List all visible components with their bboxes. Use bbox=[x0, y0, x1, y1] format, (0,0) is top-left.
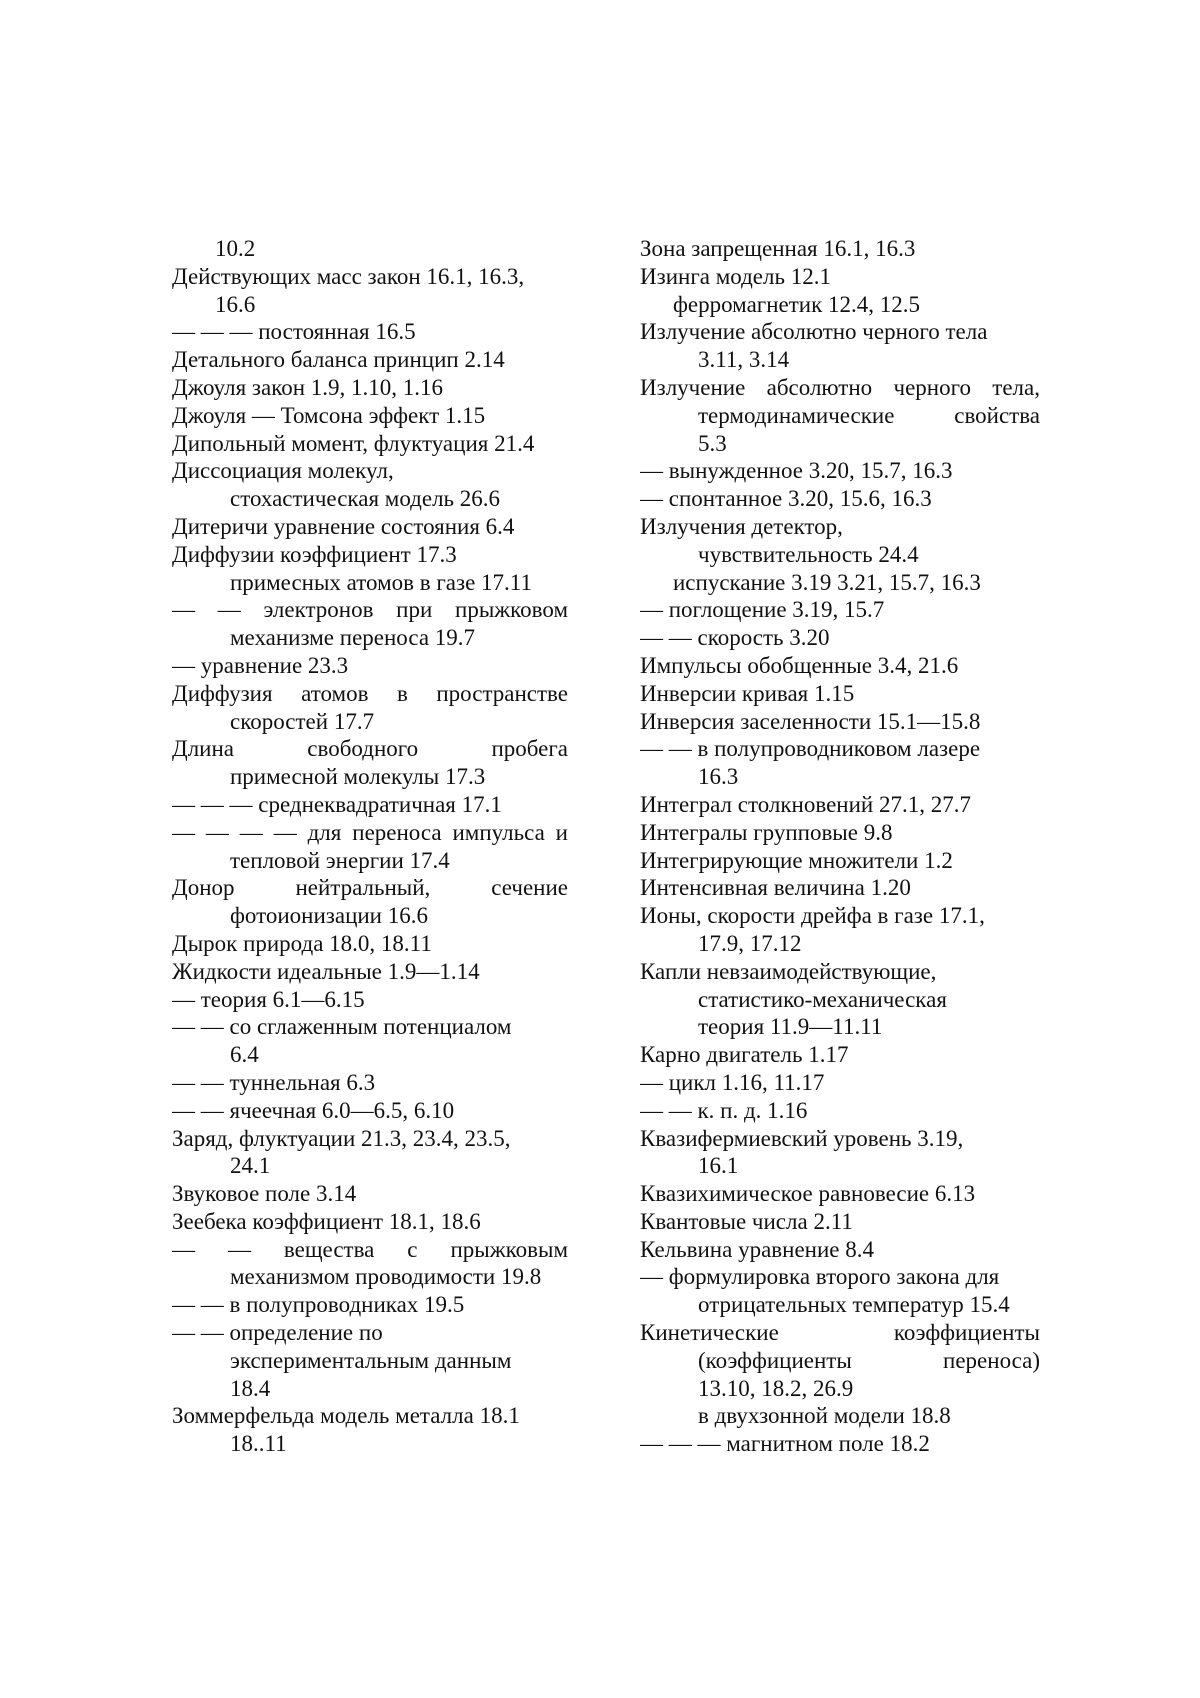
index-entry-line: Джоуля закон 1.9, 1.10, 1.16 bbox=[172, 374, 444, 400]
index-entry-line: 5.3 bbox=[698, 430, 727, 456]
index-column-right bbox=[640, 235, 1040, 1458]
index-entry-line: — — — магнитном поле 18.2 bbox=[640, 1431, 930, 1457]
index-entry-line: — — электронов при прыжковом bbox=[172, 597, 568, 623]
index-entry-line: статистико-механическая bbox=[698, 986, 947, 1012]
index-entry-line: Интенсивная величина 1.20 bbox=[640, 875, 911, 901]
index-entry-line: Жидкости идеальные 1.9—1.14 bbox=[172, 958, 480, 984]
index-entry-line: Зона запрещенная 16.1, 16.3 bbox=[640, 236, 916, 261]
index-entry-line: Дырок природа 18.0, 18.11 bbox=[172, 930, 432, 956]
index-entry-line: Донор нейтральный, сечение bbox=[172, 875, 568, 901]
index-entry-line: 16.1 bbox=[698, 1153, 739, 1179]
index-entry-line: Ионы, скорости дрейфа в газе 17.1, bbox=[640, 903, 985, 929]
index-entry-line: Излучения детектор, bbox=[640, 513, 843, 539]
index-entry-line: чувствительность 24.4 bbox=[698, 541, 919, 567]
index-entry-line: — цикл 1.16, 11.17 bbox=[640, 1069, 825, 1095]
index-entry-line: Интегрирующие множители 1.2 bbox=[640, 847, 953, 873]
index-entry-line: — вынужденное 3.20, 15.7, 16.3 bbox=[640, 458, 953, 484]
index-entry-line: — — — — для переноса импульса и bbox=[172, 819, 568, 845]
index-entry-line: термодинамические свойства bbox=[698, 402, 1040, 428]
index-entry-line: испускание 3.19 3.21, 15.7, 16.3 bbox=[673, 569, 981, 595]
index-entry-line: Кельвина уравнение 8.4 bbox=[640, 1236, 874, 1262]
index-entry-line: Инверсии кривая 1.15 bbox=[640, 680, 855, 706]
index-entry-line: Квазифермиевский уровень 3.19, bbox=[640, 1125, 964, 1151]
index-entry-line: 13.10, 18.2, 26.9 bbox=[698, 1375, 854, 1401]
index-entry-line: Излучение абсолютно черного тела bbox=[640, 319, 988, 345]
index-entry-line: скоростей 17.7 bbox=[230, 708, 375, 734]
index-entry-line: — поглощение 3.19, 15.7 bbox=[640, 597, 885, 623]
index-entry-line: Действующих масс закон 16.1, 16.3, bbox=[172, 263, 525, 289]
index-entry-line: (коэффициенты переноса) bbox=[698, 1347, 1040, 1373]
index-entry-line: Излучение абсолютно черного тела, bbox=[640, 374, 1040, 400]
index-entry-line: ферромагнетик 12.4, 12.5 bbox=[673, 291, 921, 317]
index-entry-line: — уравнение 23.3 bbox=[172, 652, 349, 678]
index-entry-line: — — в полупроводниках 19.5 bbox=[172, 1292, 465, 1318]
index-entry-line: Диссоциация молекул, bbox=[172, 458, 394, 484]
index-entry-line: Инверсия заселенности 15.1—15.8 bbox=[640, 708, 981, 734]
index-column-left bbox=[172, 235, 568, 1458]
index-entry-line: механизме переноса 19.7 bbox=[230, 625, 476, 651]
index-entry-line: Детального баланса принцип 2.14 bbox=[172, 347, 505, 373]
index-entry-line: 16.6 bbox=[215, 291, 256, 317]
index-entry-line: Джоуля — Томсона эффект 1.15 bbox=[172, 402, 486, 428]
index-entry-line: отрицательных температур 15.4 bbox=[698, 1292, 1010, 1318]
index-entry-line: 10.2 bbox=[215, 236, 256, 261]
index-entry-line: — — определение по bbox=[172, 1320, 383, 1346]
index-entry-line: — — туннельная 6.3 bbox=[172, 1069, 376, 1095]
index-entry-line: примесных атомов в газе 17.11 bbox=[230, 569, 532, 595]
index-entry-line: — — ячеечная 6.0—6.5, 6.10 bbox=[172, 1097, 455, 1123]
index-entry-line: Изинга модель 12.1 bbox=[640, 263, 831, 289]
index-entry-line: 18.4 bbox=[230, 1375, 271, 1401]
index-entry-line: примесной молекулы 17.3 bbox=[230, 764, 486, 790]
index-entry-line: Диффузия атомов в пространстве bbox=[172, 680, 568, 706]
index-entry-line: — теория 6.1—6.15 bbox=[172, 986, 365, 1012]
index-entry-line: Дипольный момент, флуктуация 21.4 bbox=[172, 430, 535, 456]
index-entry-line: 6.4 bbox=[230, 1042, 259, 1068]
index-entry-line: Заряд, флуктуации 21.3, 23.4, 23.5, bbox=[172, 1125, 511, 1151]
index-entry-line: Дитеричи уравнение состояния 6.4 bbox=[172, 513, 515, 539]
index-entry-line: 16.3 bbox=[698, 764, 739, 790]
index-entry-line: Квазихимическое равновесие 6.13 bbox=[640, 1181, 976, 1207]
index-entry-line: механизмом проводимости 19.8 bbox=[230, 1264, 542, 1290]
index-entry-line: — формулировка второго закона для bbox=[640, 1264, 1000, 1290]
index-entry-line: стохастическая модель 26.6 bbox=[230, 486, 501, 512]
index-entry-line: Зеебека коэффициент 18.1, 18.6 bbox=[172, 1208, 481, 1234]
index-entry-line: Капли невзаимодействующие, bbox=[640, 958, 937, 984]
index-entry-line: — — — постоянная 16.5 bbox=[172, 319, 416, 345]
index-entry-line: в двухзонной модели 18.8 bbox=[698, 1403, 951, 1429]
index-entry-line: Зоммерфельда модель металла 18.1 bbox=[172, 1403, 520, 1429]
index-entry-line: Длина свободного пробега bbox=[172, 736, 568, 762]
index-entry-line: тепловой энергии 17.4 bbox=[230, 847, 450, 873]
index-entry-line: 17.9, 17.12 bbox=[698, 930, 802, 956]
index-entry-line: — — в полупроводниковом лазере bbox=[640, 736, 981, 762]
index-entry-line: Интегралы групповые 9.8 bbox=[640, 819, 893, 845]
index-entry-line: — — скорость 3.20 bbox=[640, 625, 830, 651]
index-entry-line: Импульсы обобщенные 3.4, 21.6 bbox=[640, 652, 959, 678]
index-entry-line: — — со сглаженным потенциалом bbox=[172, 1014, 512, 1040]
index-entry-line: 3.11, 3.14 bbox=[698, 347, 790, 373]
index-entry-line: — спонтанное 3.20, 15.6, 16.3 bbox=[640, 486, 932, 512]
index-entry-line: 24.1 bbox=[230, 1153, 271, 1179]
index-entry-line: Интеграл столкновений 27.1, 27.7 bbox=[640, 791, 971, 817]
index-entry-line: Звуковое поле 3.14 bbox=[172, 1181, 357, 1207]
index-entry-line: теория 11.9—11.11 bbox=[698, 1014, 883, 1040]
index-entry-line: 18..11 bbox=[230, 1431, 287, 1457]
index-entry-line: экспериментальным данным bbox=[230, 1347, 512, 1373]
index-entry-line: фотоионизации 16.6 bbox=[230, 903, 428, 929]
index-entry-line: Карно двигатель 1.17 bbox=[640, 1042, 849, 1068]
index-entry-line: — — вещества с прыжковым bbox=[172, 1236, 568, 1262]
index-entry-line: — — — среднеквадратичная 17.1 bbox=[172, 791, 502, 817]
index-entry-line: Кинетические коэффициенты bbox=[640, 1320, 1040, 1346]
index-entry-line: Квантовые числа 2.11 bbox=[640, 1208, 853, 1234]
index-entry-line: — — к. п. д. 1.16 bbox=[640, 1097, 808, 1123]
index-entry-line: Диффузии коэффициент 17.3 bbox=[172, 541, 457, 567]
